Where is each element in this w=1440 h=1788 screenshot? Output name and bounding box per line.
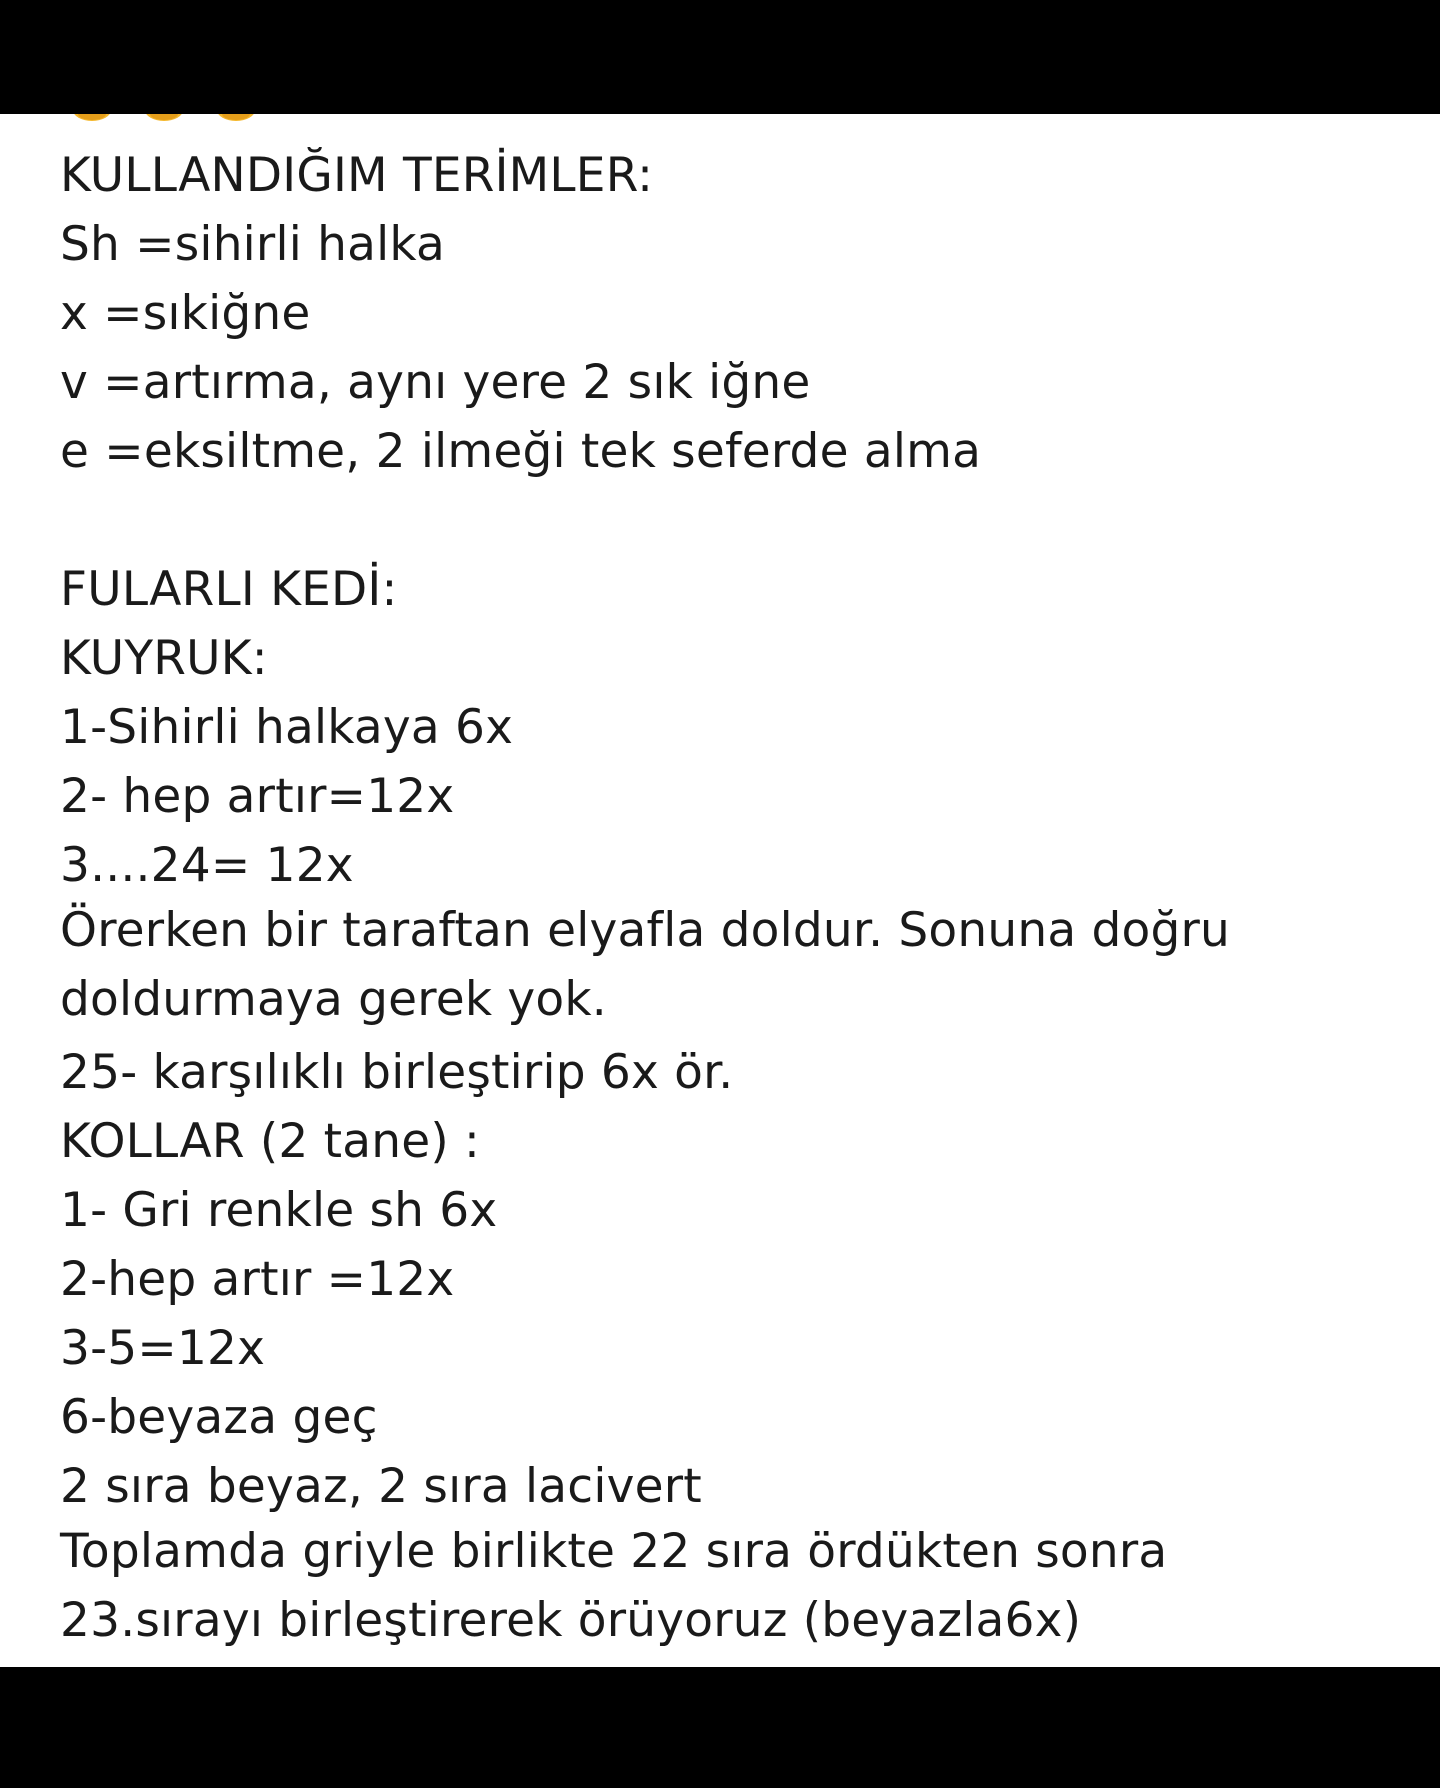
top-black-bar (0, 0, 1440, 114)
arms-step: 23.sırayı birleştirerek örüyoruz (beyazla6x) (60, 1593, 1082, 1648)
term-line: Sh =sihirli halka (60, 217, 445, 272)
blank-line (60, 486, 1400, 555)
term-line: e =eksiltme, 2 ilmeği tek seferde alma (60, 424, 982, 479)
tail-step: 25- karşılıklı birleştirip 6x ör. (60, 1045, 734, 1100)
tail-step: 1-Sihirli halkaya 6x (60, 700, 514, 755)
arms-step: Toplamda griyle birlikte 22 sıra ördükten sonra (60, 1524, 1168, 1579)
term-line: x =sıkiğne (60, 286, 311, 341)
term-line: v =artırma, aynı yere 2 sık iğne (60, 355, 811, 410)
arms-heading: KOLLAR (2 tane) : (60, 1114, 481, 1169)
terms-heading: KULLANDIĞIM TERİMLER: (60, 148, 654, 203)
pointing-down-hand-icon (70, 114, 114, 128)
bottom-black-bar (0, 1667, 1440, 1788)
pointing-down-hand-icon (214, 114, 258, 128)
emoji-row (70, 114, 258, 128)
arms-step: 2-hep artır =12x (60, 1252, 455, 1307)
pattern-title: FULARLI KEDİ: (60, 562, 398, 617)
tail-step: Örerken bir taraftan elyafla doldur. Sonuna doğru (60, 903, 1231, 958)
tail-step: 3....24= 12x (60, 838, 354, 893)
pointing-down-hand-icon (142, 114, 186, 128)
tail-step: 2- hep artır=12x (60, 769, 455, 824)
tail-heading: KUYRUK: (60, 631, 268, 686)
arms-step: 6-beyaza geç (60, 1390, 378, 1445)
arms-step: 1- Gri renkle sh 6x (60, 1183, 498, 1238)
arms-step: 3-5=12x (60, 1321, 266, 1376)
arms-step: 2 sıra beyaz, 2 sıra lacivert (60, 1459, 702, 1514)
note-content (0, 114, 1440, 1667)
tail-step: doldurmaya gerek yok. (60, 972, 607, 1027)
note-text (60, 141, 1400, 1659)
